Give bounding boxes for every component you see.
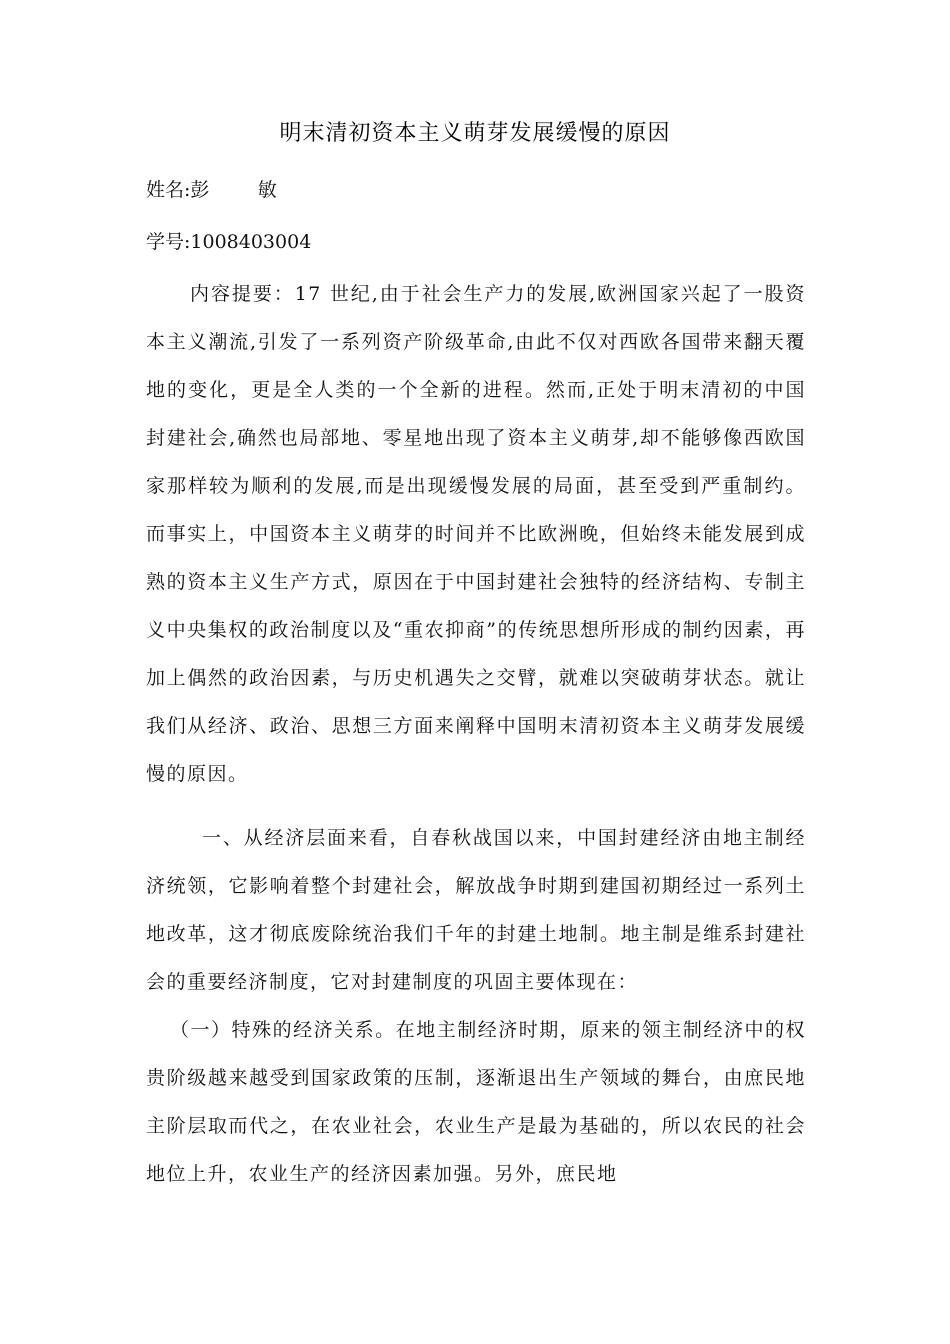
subsection-one-paragraph-block <box>146 1006 806 1198</box>
abstract-paragraph: 内容提要：17 世纪,由于社会生产力的发展,欧洲国家兴起了一股资本主义潮流,引发了一系列资产阶级革命,由此不仅对西欧各国带来翻天覆地的变化，更是全人类的一个全新的进程。然而,正处于明末清初的中国封建社会,确然也局部地、零星地出现了资本主义萌芽,却不能够像西欧国家那样较为顺利的发展,而是出现缓慢发展的局面，甚至受到严重制约。而事实上，中国资本主义萌芽的时间并不比欧洲晚，但始终未能发展到成熟的资本主义生产方式，原因在于中国封建社会独特的经济结构、专制主义中央集权的政治制度以及“重农抑商”的传统思想所形成的制约因素，再加上偶然的政治因素，与历史机遇失之交臂，就难以突破萌芽状态。就让我们从经济、政治、思想三方面来阐释中国明末清初资本主义萌芽发展缓慢的原因。 <box>146 283 806 785</box>
section-one-paragraph-block <box>146 814 806 1006</box>
document-title: 明末清初资本主义萌芽发展缓慢的原因 <box>279 121 671 146</box>
student-id-line: 学号:1008403004 <box>146 231 312 253</box>
section-one-paragraph: 一、从经济层面来看，自春秋战国以来，中国封建经济由地主制经济统领，它影响着整个封建社会，解放战争时期到建国初期经过一系列土地改革，这才彻底废除统治我们千年的封建土地制。地主制是维系封建社会的重要经济制度，它对封建制度的巩固主要体现在： <box>146 827 806 993</box>
subsection-one-paragraph: （一）特殊的经济关系。在地主制经济时期，原来的领主制经济中的权贵阶级越来越受到国家政策的压制，逐渐退出生产领域的舞台，由庶民地主阶层取而代之，在农业社会，农业生产是最为基础的，所以农民的社会地位上升，农业生产的经济因素加强。另外，庶民地 <box>146 1019 806 1185</box>
abstract-paragraph-block <box>146 270 806 798</box>
author-name-line: 姓名:彭 敏 <box>146 179 277 201</box>
